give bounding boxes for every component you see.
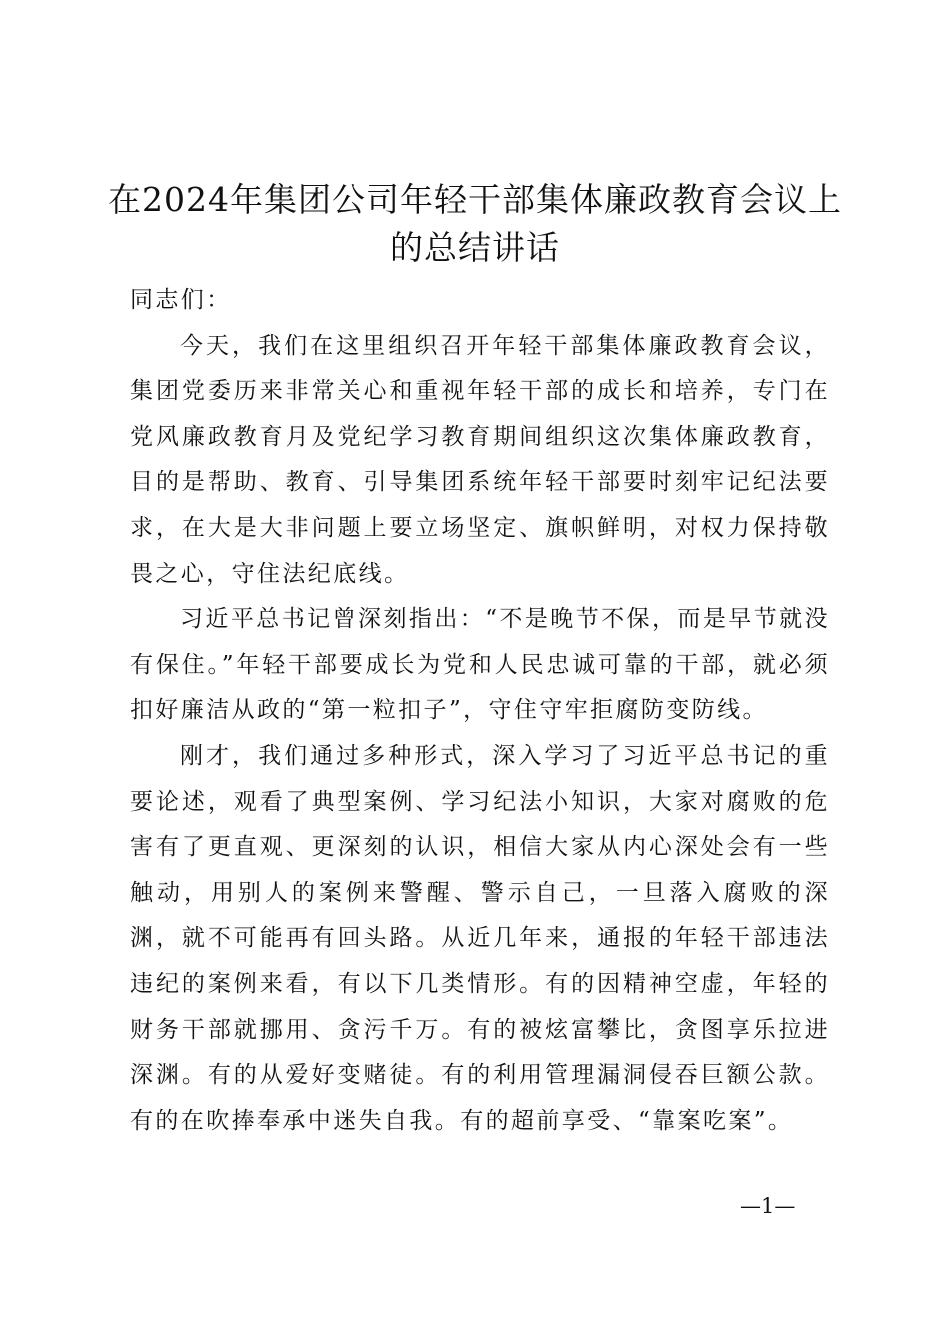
- document-body: [130, 278, 830, 1144]
- paragraph-1: 今天，我们在这里组织召开年轻干部集体廉政教育会议，集团党委历来非常关心和重视年轻干部的成长和培养，专门在党风廉政教育月及党纪学习教育期间组织这次集体廉政教育，目的是帮助、教育、引导集团系统年轻干部要时刻牢记纪法要求，在大是大非问题上要立场坚定、旗帜鲜明，对权力保持敬畏之心，守住法纪底线。: [130, 332, 830, 587]
- paragraph-3: 刚才，我们通过多种形式，深入学习了习近平总书记的重要论述，观看了典型案例、学习纪法小知识，大家对腐败的危害有了更直观、更深刻的认识，相信大家从内心深处会有一些触动，用别人的案例来警醒、警示自己，一旦落入腐败的深渊，就不可能再有回头路。从近几年来，通报的年轻干部违法违纪的案例来看，有以下几类情形。有的因精神空虚，年轻的财务干部就挪用、贪污千万。有的被炫富攀比，贪图享乐拉进深渊。有的从爱好变赌徒。有的利用管理漏洞侵吞巨额公款。有的在吹捧奉承中迷失自我。有的超前享受、“靠案吃案”。: [130, 742, 830, 1134]
- salutation: 同志们：: [130, 287, 232, 313]
- paragraph-2: 习近平总书记曾深刻指出：“不是晚节不保，而是早节就没有保住。”年轻干部要成长为党和人民忠诚可靠的干部，就必须扣好廉洁从政的“第一粒扣子”，守住守牢拒腐防变防线。: [130, 606, 830, 724]
- document-title: 在2024年集团公司年轻干部集体廉政教育会议上的总结讲话: [108, 180, 842, 267]
- page-number: —1—: [740, 1194, 796, 1218]
